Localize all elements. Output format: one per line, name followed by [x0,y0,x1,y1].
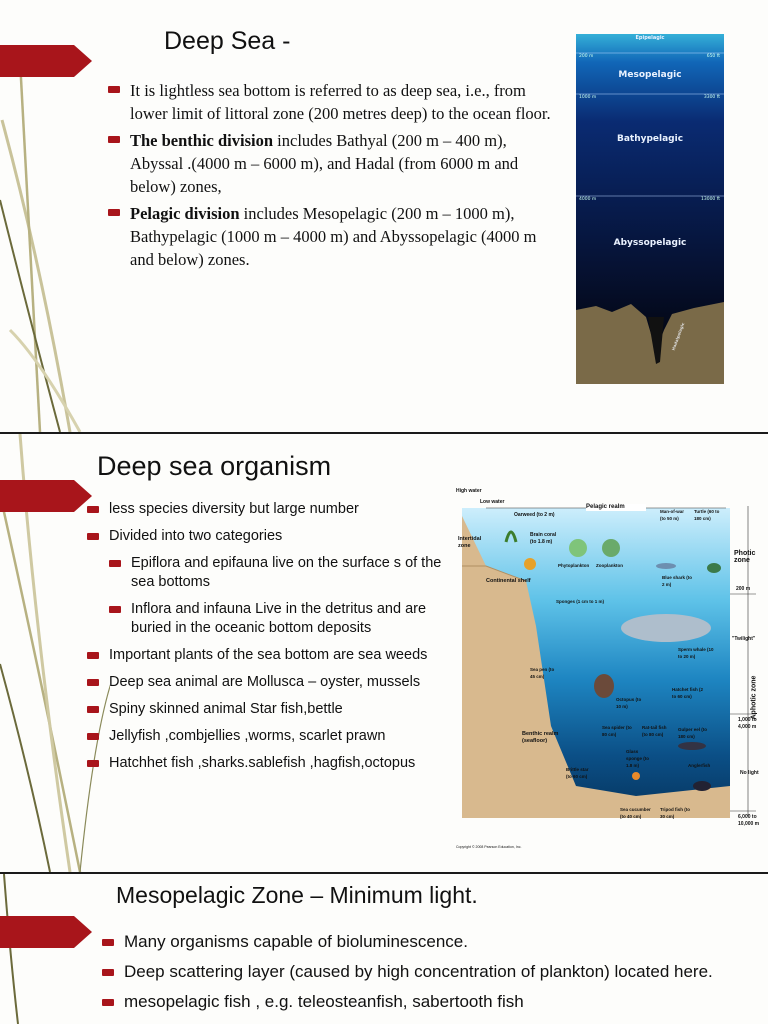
title-accent-tab [0,45,74,77]
label-sponges: Sponges (1 cm to 1 m) [556,599,605,604]
label-depth-1000: 1,000 to 4,000 m [738,717,757,730]
list-item: It is lightless sea bottom is referred to as deep sea, i.e., from lower limit of littoral zone (200 metres deep) to the ocean floor. [108,79,558,125]
depth-right-13000: 13000 ft [700,197,720,202]
label-sea-cucumber: Sea cucumber (to 40 cm) [620,807,651,819]
label-hatchet-fish: Hatchet fish (2 to 60 cm) [672,687,704,699]
label-no-light: No light [740,770,759,776]
label-tripod-fish: Tripod fish (to 30 cm) [660,807,690,819]
label-depth-6000: 6,000 to 10,000 m [738,814,760,827]
ocean-realms-figure [456,486,766,856]
zone-bathypelagic: Bathypelagic [616,134,684,144]
list-item: Spiny skinned animal Star fish,bettle [87,700,457,719]
label-zooplankton: Zooplankton [596,563,623,568]
label-gulper-eel: Gulper eel (to 180 cm) [678,727,708,739]
label-pelagic-realm: Pelagic realm [586,504,646,511]
label-benthic-realm: Benthic realm (seafloor) [522,731,559,744]
label-twilight: "Twilight" [732,636,756,642]
label-sperm-whale: Sperm whale (10 to 20 m) [678,647,714,659]
list-item: Pelagic division includes Mesopelagic (200 m – 1000 m), Bathypelagic (1000 m – 4000 m) and Abyssopelagic (4000 m and below) zones. [108,202,558,271]
list-item: mesopelagic fish , e.g. teleosteanfish, sabertooth fish [102,990,742,1014]
label-continental-shelf: Continental shelf [486,578,531,584]
depth-right-650: 650 ft [706,54,720,59]
bullet-list [87,500,457,781]
ocean-realms-illustration [456,486,766,856]
zone-epipelagic: Epipelagic [635,35,665,41]
label-sea-spider: Sea spider (to 80 cm) [602,725,632,737]
bullet-list [108,79,558,275]
zone-mesopelagic: Mesopelagic [618,70,682,80]
title-accent-tab [0,916,74,948]
label-high-water: High water [456,488,482,494]
page-title: Deep Sea - [164,27,291,55]
page-title: Mesopelagic Zone – Minimum light. [116,882,478,908]
label-brain-coral: Brain coral (to 1.8 m) [530,532,557,545]
label-anglerfish: Anglerfish [688,763,711,768]
list-item: Epiflora and epifauna live on the surface s of the sea bottoms [109,554,457,592]
list-item: Inflora and infauna Live in the detritus and are buried in the oceanic bottom deposits [109,600,457,638]
list-item: Divided into two categories [87,527,457,546]
zone-hadalpelagic: Hadalpelagic [670,321,686,352]
list-item: Jellyfish ,combjellies ,worms, scarlet prawn [87,727,457,746]
label-photic-zone: Photic zone [734,550,756,564]
title-accent-tab [0,480,74,512]
list-item: Deep sea animal are Mollusca – oyster, mussels [87,673,457,692]
label-depth-200: 200 m [736,586,751,592]
list-item: Hatchhet fish ,sharks.sablefish ,hagfish,octopus [87,754,457,773]
label-man-of-war: Man-of-war (to 50 m) [660,509,684,521]
zone-abyssopelagic: Abyssopelagic [613,238,687,248]
label-glass-sponge: Glass sponge (to 1.8 m) [626,749,649,768]
label-rat-tail-fish: Rat-tail fish (to 80 cm) [642,725,667,737]
label-phytoplankton: Phytoplankton [558,563,590,568]
list-item: The benthic division includes Bathyal (200 m – 400 m), Abyssal .(4000 m – 6000 m), and Hadal (from 6000 m and below) zones, [108,129,558,198]
ocean-zones-illustration [576,34,724,384]
depth-right-3300: 3300 ft [703,95,720,100]
bullet-list [102,930,742,1020]
label-turtle: Turtle (60 to 180 cm) [694,509,720,521]
label-octopus: Octopus (to 10 m) [616,697,642,709]
slide-deep-sea-organism [0,434,768,872]
depth-left-200: 200 m [579,54,594,59]
label-sea-pen: Sea pen (to 45 cm) [530,667,555,679]
slide-deep-sea [0,0,768,432]
decorative-grass-stalks [0,874,60,1024]
label-aphotic-zone: Aphotic zone [750,675,758,720]
slide-mesopelagic-zone [0,874,768,1024]
label-low-water: Low water [480,499,505,505]
list-item: Important plants of the sea bottom are sea weeds [87,646,457,665]
label-brittle-star: Brittle star (to 60 cm) [566,767,589,779]
figure-copyright: Copyright © 2008 Pearson Education, Inc. [456,845,522,849]
page-title: Deep sea organism [97,451,332,481]
list-item: Many organisms capable of bioluminescence. [102,930,742,954]
depth-left-4000: 4000 m [579,197,597,202]
label-oarweed: Oarweed (to 2 m) [514,512,555,518]
ocean-zones-figure [576,34,724,384]
label-blue-shark: Blue shark (to 2 m) [662,575,693,587]
list-item: less species diversity but large number [87,500,457,519]
list-item: Deep scattering layer (caused by high concentration of plankton) located here. [102,960,742,984]
label-intertidal-zone: Intertidal zone [458,536,482,549]
depth-left-1000: 1000 m [579,95,597,100]
